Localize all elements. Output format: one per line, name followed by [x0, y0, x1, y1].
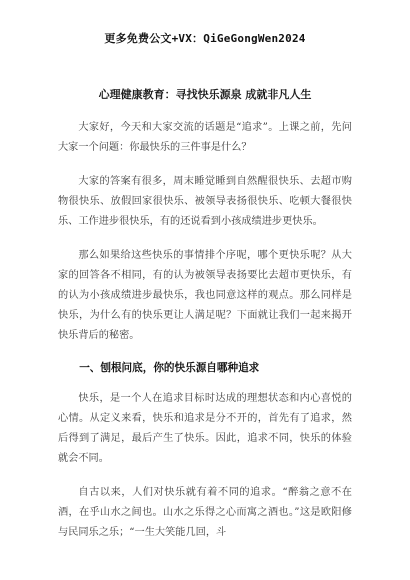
- paragraph: 大家好，今天和大家交流的话题是“追求”。上课之前，先问大家一个问题：你最快乐的三件事是什么？: [58, 122, 352, 153]
- section-heading: 一、刨根问底，你的快乐源自哪种追求: [79, 362, 260, 374]
- document-title: 心理健康教育：寻找快乐源泉 成就非凡人生: [98, 88, 312, 101]
- paragraph: 大家的答案有很多，周末睡觉睡到自然醒很快乐、去超市购物很快乐、放假回家很快乐、被领导表扬很快乐、吃顿大餐很快乐、工作进步很快乐，有的还说看到小孩成绩进步更快乐。: [58, 176, 352, 227]
- paragraph: 那么如果给这些快乐的事情排个序呢，哪个更快乐呢？从大家的回答各不相同，有的认为被领导表扬要比去超市更快乐，有的认为小孩成绩进步最快乐，我也同意这样的观点。那么同样是快乐，为什么有的快乐更让人满足呢？下面就让我们一起来揭开快乐背后的秘密。: [58, 250, 352, 341]
- paragraph: 自古以来，人们对快乐就有着不同的追求。“醉翁之意不在酒，在乎山水之间也。山水之乐得之心而寓之酒也。”这是欧阳修与民同乐之乐；“一生大笑能几回，斗: [58, 487, 352, 538]
- header-watermark: 更多免费公文+VX：QiGeGongWen2024: [104, 32, 306, 45]
- paragraph: 快乐，是一个人在追求目标时达成的理想状态和内心喜悦的心情。从定义来看，快乐和追求是分不开的，首先有了追求，然后得到了满足，最后产生了快乐。因此，追求不同，快乐的体验就会不同。: [58, 393, 352, 464]
